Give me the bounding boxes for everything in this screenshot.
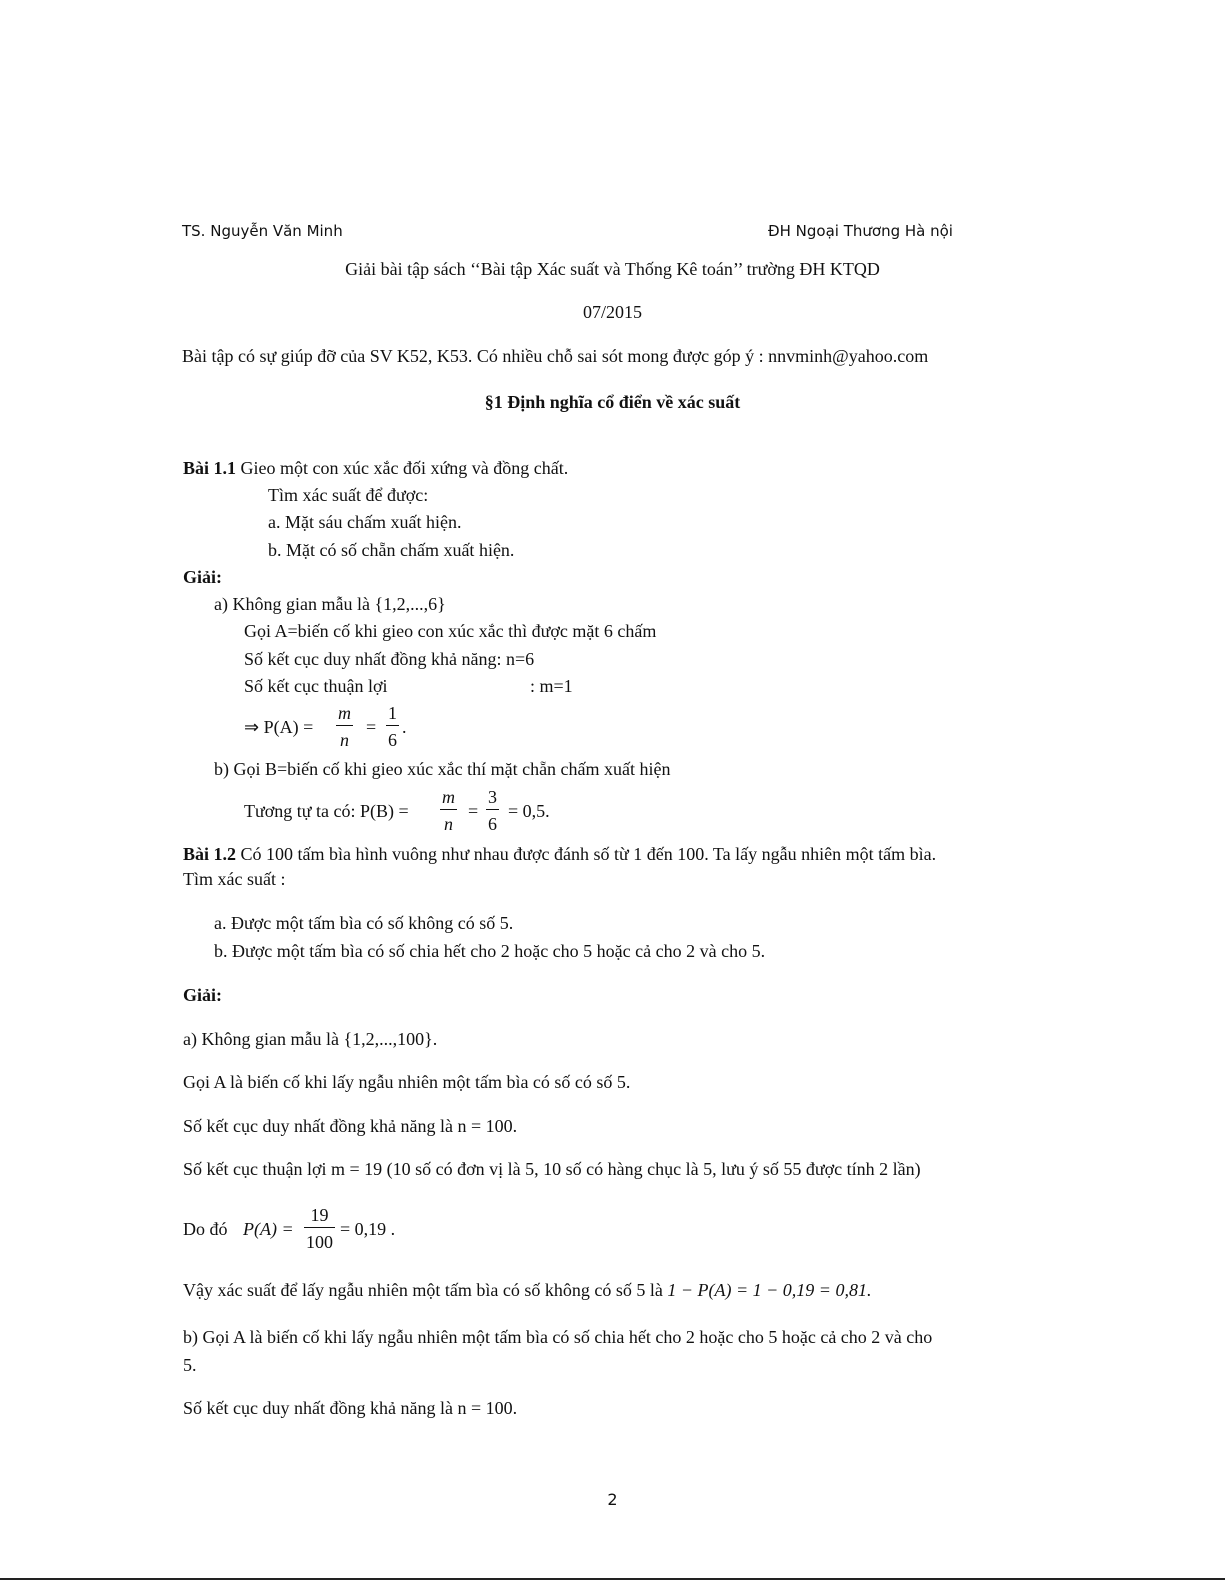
fraction-numerator: m	[338, 703, 351, 723]
equals-sign: =	[366, 717, 377, 737]
exercise-1-1-item-b: b. Mặt có số chẵn chấm xuất hiện.	[268, 540, 515, 560]
solution-1-1-a-line2: Số kết cục duy nhất đồng khả năng: n=6	[244, 649, 535, 669]
fraction-3-over-6	[486, 788, 499, 833]
fraction-numerator: m	[442, 787, 455, 807]
page-bottom-border	[0, 1578, 1225, 1580]
fraction-1-over-6	[386, 704, 399, 749]
solution-1-2-conclusion	[183, 1281, 871, 1299]
exercise-1-1-text: Gieo một con xúc xắc đối xứng và đồng chất.	[236, 458, 569, 478]
solution-1-2-line3: Số kết cục duy nhất đồng khả năng là n = 100.	[183, 1116, 518, 1136]
page-number: 2	[607, 1490, 618, 1509]
exercise-1-2-text: Có 100 tấm bìa hình vuông như nhau được đánh số từ 1 đến 100. Ta lấy ngẫu nhiên một tấm bìa.	[236, 844, 937, 864]
exercise-1-1-statement	[183, 459, 568, 477]
fraction-denominator: 6	[386, 725, 399, 749]
exercise-1-2-find: Tìm xác suất :	[183, 869, 286, 889]
section-title: §1 Định nghĩa cổ điển về xác suất	[484, 392, 741, 412]
document-date: 07/2015	[582, 302, 642, 322]
fraction-19-over-100	[304, 1206, 335, 1251]
solution-label: Giải:	[183, 985, 222, 1005]
fraction-denominator: 100	[304, 1227, 335, 1251]
fraction-numerator: 1	[388, 703, 397, 723]
solution-1-2-b-head: b) Gọi A là biến cố khi lấy ngẫu nhiên một tấm bìa có số chia hết cho 2 hoặc cho 5 hoặc cả cho 2 và cho	[183, 1327, 933, 1347]
solution-1-2-therefore: Do đó	[183, 1219, 228, 1239]
institution-name: ĐH Ngoại Thương Hà nội	[768, 222, 953, 240]
solution-1-1-a-line1: Gọi A=biến cố khi gieo con xúc xắc thì được mặt 6 chấm	[244, 621, 657, 641]
equals-sign: =	[468, 801, 479, 821]
solution-1-1-b-head: b) Gọi B=biến cố khi gieo xúc xắc thí mặt chẵn chấm xuất hiện	[214, 759, 671, 779]
solution-1-2-line2: Gọi A là biến cố khi lấy ngẫu nhiên một tấm bìa có số có số 5.	[183, 1072, 631, 1092]
fraction-denominator: n	[336, 725, 353, 749]
fraction-denominator: n	[440, 809, 457, 833]
formula-result: = 0,5.	[508, 801, 550, 821]
contributor-note: Bài tập có sự giúp đỡ của SV K52, K53. Có nhiều chỗ sai sót mong được góp ý : nnvminh@yahoo.com	[182, 346, 929, 366]
conclusion-text: Vậy xác suất để lấy ngẫu nhiên một tấm bìa có số không có số 5 là	[183, 1280, 663, 1300]
exercise-1-1-label: Bài 1.1	[183, 458, 237, 478]
exercise-1-1-item-a: a. Mặt sáu chấm xuất hiện.	[268, 512, 462, 532]
exercise-1-2-statement	[183, 845, 936, 863]
formula-result: = 0,19 .	[340, 1219, 396, 1239]
fraction-m-over-n	[440, 788, 457, 833]
solution-1-1-a-head: a) Không gian mẫu là {1,2,...,6}	[214, 594, 446, 614]
solution-label: Giải:	[183, 567, 222, 587]
exercise-1-2-label: Bài 1.2	[183, 844, 237, 864]
formula-pb-prefix: Tương tự ta có: P(B) =	[244, 801, 409, 821]
conclusion-formula: 1 − P(A) = 1 − 0,19 = 0,81.	[667, 1280, 872, 1300]
exercise-1-2-item-b: b. Được một tấm bìa có số chia hết cho 2 hoặc cho 5 hoặc cả cho 2 và cho 5.	[214, 941, 766, 961]
exercise-1-1-find: Tìm xác suất để được:	[268, 485, 429, 505]
solution-1-1-a-line3-left: Số kết cục thuận lợi	[244, 676, 388, 696]
solution-1-1-a-line3-right: : m=1	[530, 676, 573, 696]
fraction-numerator: 3	[488, 787, 497, 807]
solution-1-2-b-line2: Số kết cục duy nhất đồng khả năng là n = 100.	[183, 1398, 518, 1418]
solution-1-2-b-head-cont: 5.	[183, 1355, 197, 1375]
formula-end: .	[402, 717, 407, 737]
document-title: Giải bài tập sách ‘‘Bài tập Xác suất và Thống Kê toán’’ trường ĐH KTQD	[345, 259, 880, 279]
author-name: TS. Nguyễn Văn Minh	[182, 222, 343, 240]
fraction-m-over-n	[336, 704, 353, 749]
exercise-1-2-item-a: a. Được một tấm bìa có số không có số 5.	[214, 913, 514, 933]
formula-pa-prefix: ⇒ P(A) =	[244, 717, 314, 737]
formula-pa-label: P(A) =	[243, 1219, 294, 1239]
fraction-numerator: 19	[310, 1205, 329, 1225]
solution-1-2-line1: a) Không gian mẫu là {1,2,...,100}.	[183, 1029, 438, 1049]
fraction-denominator: 6	[486, 809, 499, 833]
solution-1-2-line4: Số kết cục thuận lợi m = 19 (10 số có đơn vị là 5, 10 số có hàng chục là 5, lưu ý số 55 được tính 2 lần)	[183, 1159, 921, 1179]
